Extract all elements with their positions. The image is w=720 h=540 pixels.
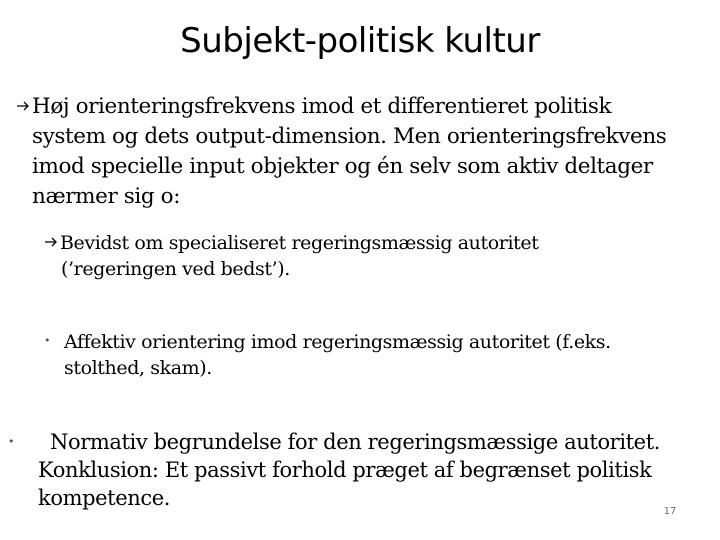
bullet-text: Normativ begrundelse for den regeringsmæssige autoritet. (50, 430, 661, 454)
slide-title: Subjekt-politisk kultur (180, 21, 540, 61)
bullet-text: Høj orienteringsfrekvens imod et differentieret politisk (32, 94, 612, 119)
bullet-text: Konklusion: Et passivt forhold præget af begrænset politisk (38, 458, 652, 482)
bullet-text: kompetence. (38, 486, 171, 510)
bullet-text: nærmer sig o: (32, 184, 181, 209)
dot-bullet-icon: • (44, 334, 51, 347)
bullet-text: imod specielle input objekter og én selv som aktiv deltager (32, 154, 653, 179)
bullet-text: system og dets output-dimension. Men orienteringsfrekvens (32, 124, 667, 149)
arrow-bullet-icon (44, 236, 60, 248)
bullet-text: Bevidst om specialiseret regeringsmæssig autoritet (60, 232, 539, 254)
page-number: 17 (663, 506, 677, 517)
bullet-text: (’regeringen ved bedst’). (61, 258, 290, 280)
bullet-level1-item (16, 92, 716, 212)
dot-bullet-icon: • (8, 435, 15, 448)
bullet-text: stolthed, skam). (64, 357, 212, 379)
bullet-level2-item (44, 230, 684, 282)
bullet-level2-item (44, 328, 694, 381)
arrow-bullet-icon (16, 100, 32, 112)
bullet-level1-item (8, 428, 668, 512)
bullet-text: Affektiv orientering imod regeringsmæssig autoritet (f.eks. (64, 331, 611, 353)
